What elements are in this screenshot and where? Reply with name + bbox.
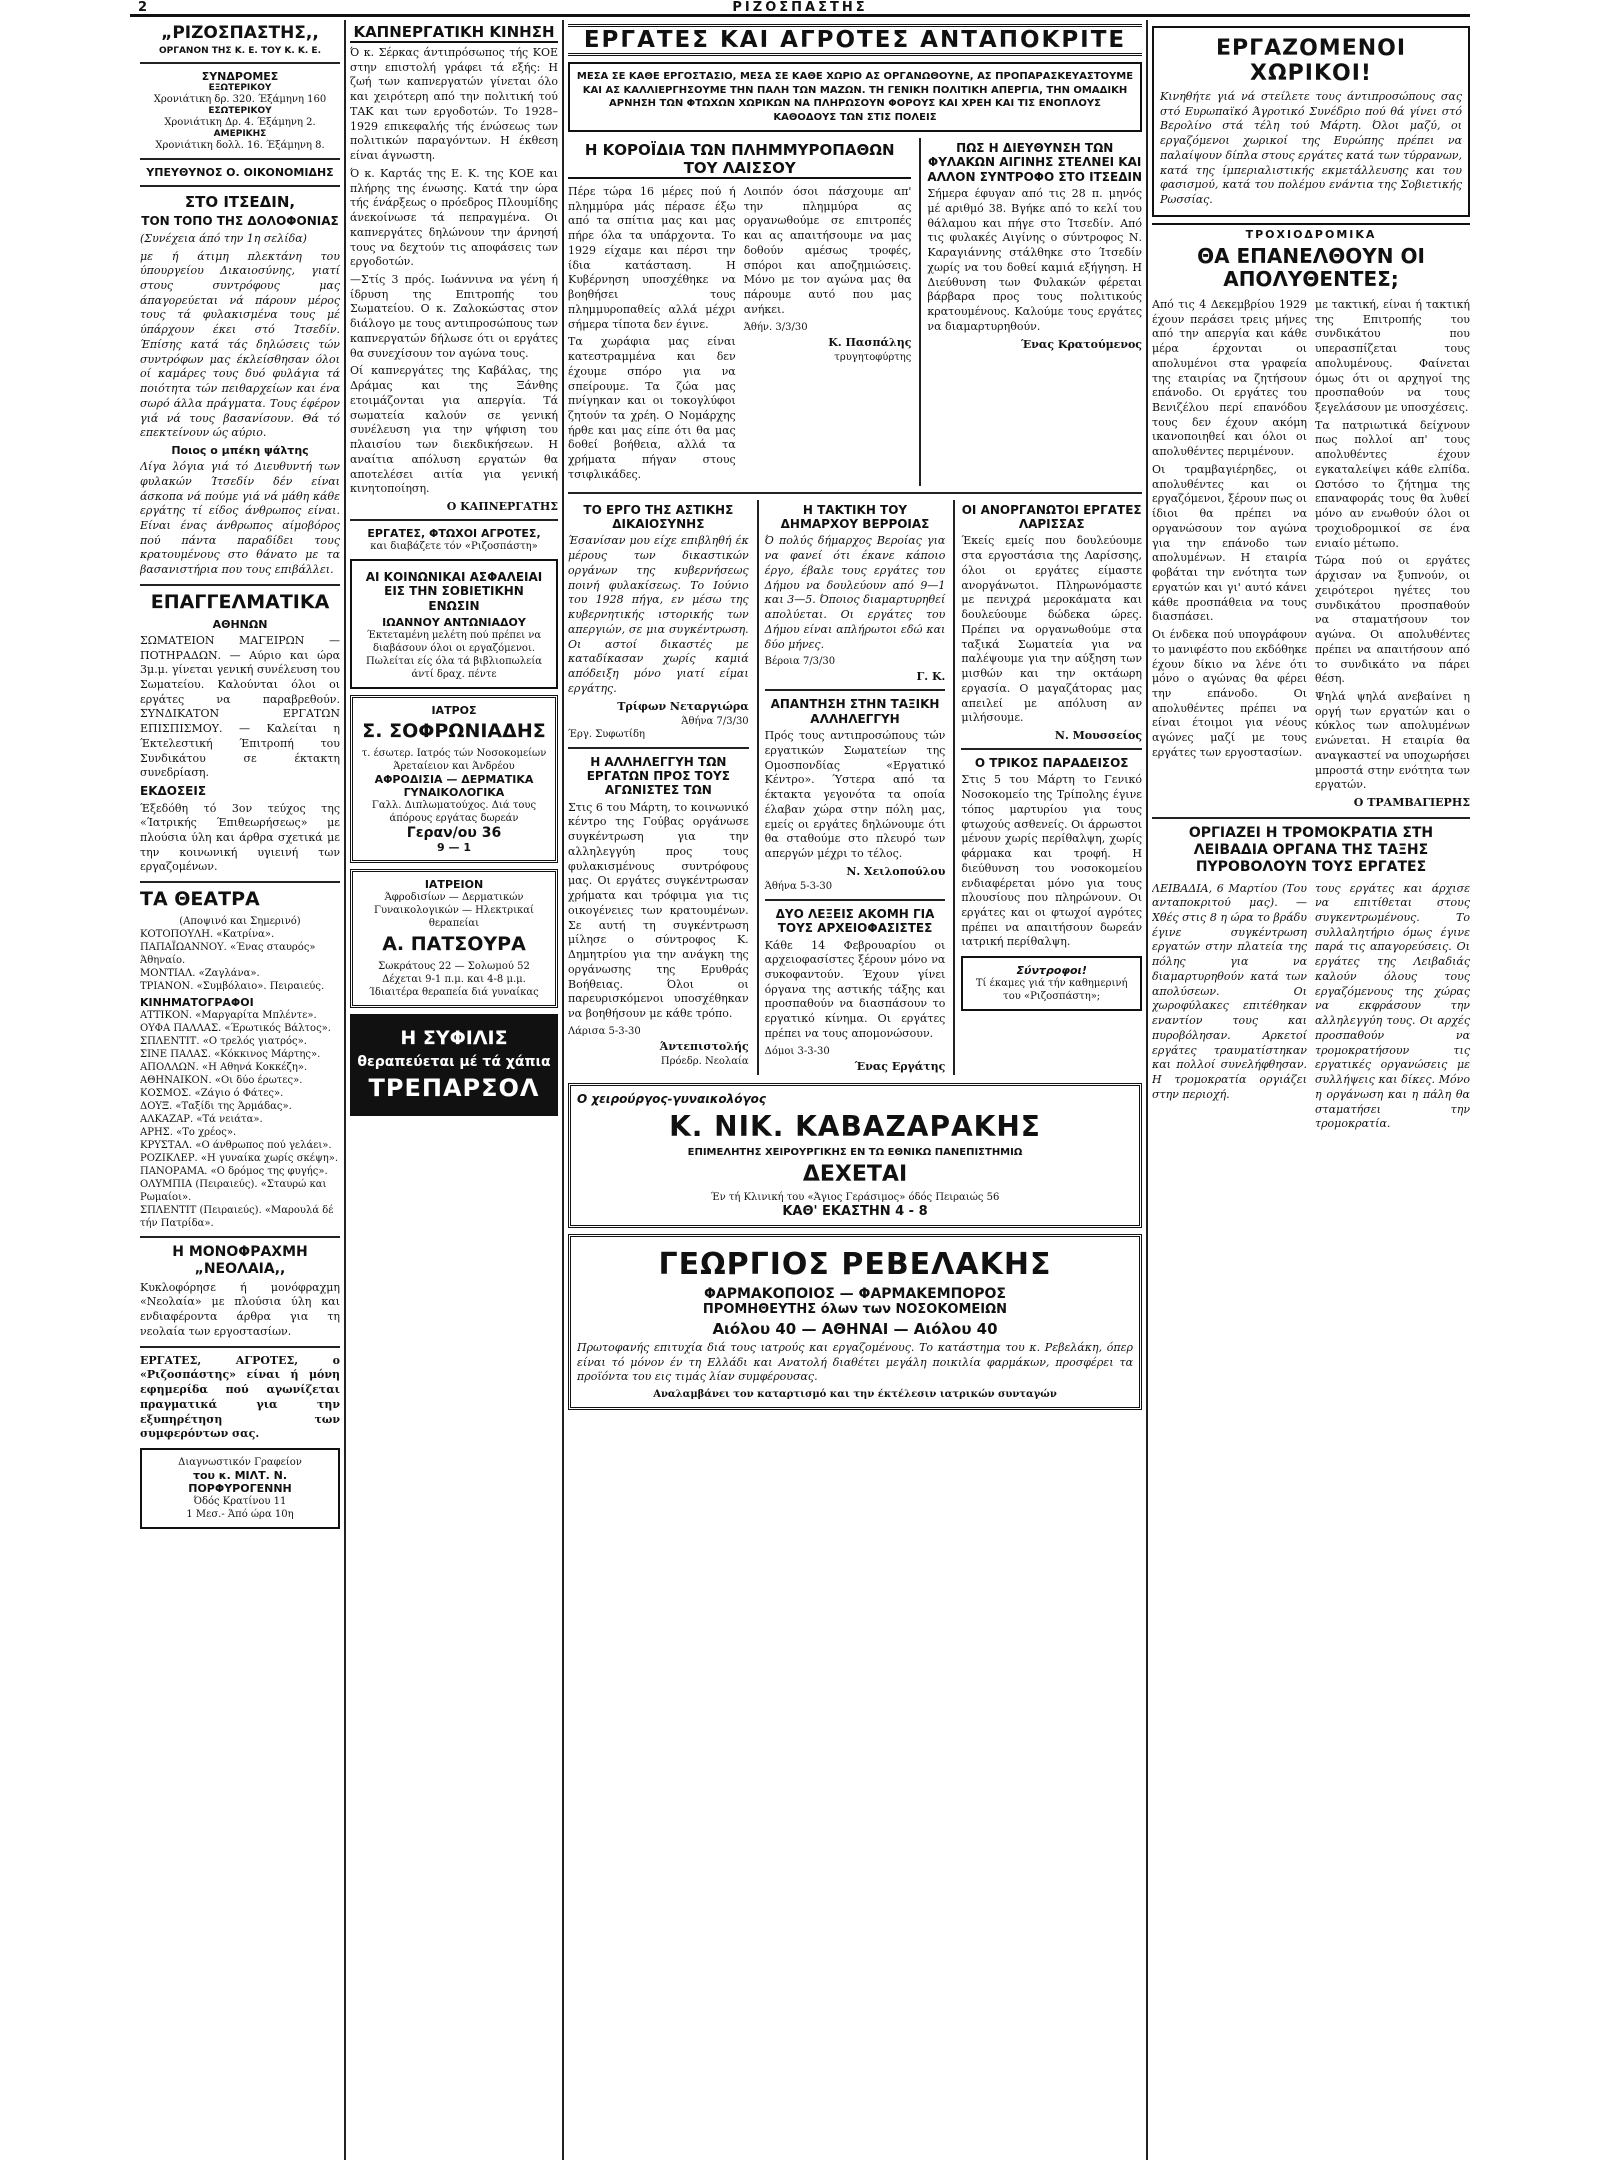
theatres-lead: (Αποψινό και Σημερινό) <box>179 916 301 928</box>
ad-k-clinic: Έν τή Κλινική του «Άγιος Γεράσιμος» όδός Πειραιώς 56 <box>710 1191 1000 1203</box>
art8-title: ΔΥΟ ΛΕΞΕΙΣ ΑΚΟΜΗ ΓΙΑ ΤΟΥΣ ΑΡΧΕΙΟΦΑΣΙΣΤΕΣ <box>775 906 935 936</box>
izedin-subhead: Ποιος ο μπέκη ψάλτης <box>171 444 309 458</box>
art3-date: Άθήνα 7/3/30 <box>681 715 749 727</box>
art5-body: Πρός τους αντιπροσώπους τών εργατικών Σωματείων της Ομοσπονδίας «Εργατικό Κέντρο». Ύστερα από τα έκτακτα γεγονότα τα οποία έλαβαν χώρα στην πόλη μας, εμείς οι εργάτες δηλώνουμε ότι θα σταθούμε στο πλευρό των απεργών μέχρι το τέλος. <box>764 729 946 860</box>
art5-title: ΑΠΑΝΤΗΣΗ ΣΤΗΝ ΤΑΞΙΚΗ ΑΛΛΗΛΕΓΓΥΗ <box>770 697 940 726</box>
art7-signature: Άντεπιστολής <box>659 1039 749 1053</box>
ad1-name: Σ. ΣΟΦΡΩΝΙΑΔΗΣ <box>362 720 546 743</box>
art1-para-3: Λοιπόν όσοι πάσχουμε απ' την πλημμύρα ας οργανωθούμε σε επιτροπές και ας απαιτήσουμε να μας δοθούν αμέσως τροφές, σπόροι και αποζημιώσεις. Μόνο με τον αγώνα μας θα πάρουμε αυτό που μας ανήκει. <box>743 185 912 316</box>
livadia-title: ΟΡΓΙΑΖΕΙ Η ΤΡΟΜΟΚΡΑΤΙΑ ΣΤΗ ΛΕΙΒΑΔΙΑ ΟΡΓΑΝΑ ΤΗΣ ΤΑΞΗΣ ΠΥΡΟΒΟΛΟΥΝ ΤΟΥΣ ΕΡΓΑΤΕΣ <box>1188 825 1434 875</box>
ad2-hours: Δέχεται 9-1 π.μ. και 4-8 μ.μ. <box>382 973 526 985</box>
list-item: ΑΛΚΑΖΑΡ. «Τά νειάτα». <box>140 1114 263 1126</box>
ad-kavazarakis <box>568 1083 1142 1228</box>
subscriptions-title: ΣΥΝΔΡΟΜΕΣ <box>201 70 279 84</box>
list-item: ΣΠΛΕΝΤΙΤ. «Ο τρελός γιατρός». <box>140 1036 307 1048</box>
ad2-name: Α. ΠΑΤΣΟΥΡΑ <box>382 933 526 956</box>
ad1-address: Γεραν/ου 36 <box>406 825 502 842</box>
art1-col-a <box>568 182 736 486</box>
subscriptions-am-title: ΑΜΕΡΙΚΗΣ <box>213 129 267 140</box>
list-item: ΚΟΤΟΠΟΥΛΗ. «Κατρίνα». <box>140 929 275 941</box>
ad-office-name: του κ. ΜΙΛΤ. Ν. ΠΟΡΦΥΡΟΓΕΝΝΗ <box>188 1468 292 1495</box>
ad-patsoura <box>350 869 558 1008</box>
ad2-address: Σωκράτους 22 — Σολωμού 52 <box>378 960 530 972</box>
divider <box>140 158 340 160</box>
column-rule <box>562 20 564 2160</box>
art8-body: Κάθε 14 Φεβρουαρίου οι αρχειοφασίστες ξέρουν μόνο να συκοφαντούν. Έχουν γίνει όργανα της αστικής τάξης και προσπαθούν να διασπάσουν το εργατικό κίνημα. Οι εργάτες πρέπει να τους απομονώσουν. <box>764 938 946 1040</box>
syph-line-3: ΤΡΕΠΑΡΣΟΛ <box>368 1073 540 1102</box>
ad2-title: ΙΑΤΡΕΙΟΝ <box>424 878 484 892</box>
correspondents-banner: ΕΡΓΑΤΕΣ ΚΑΙ ΑΓΡΟΤΕΣ ΑΝΤΑΠΟΚΡΙΤΕ <box>568 24 1142 56</box>
organ-line: ΟΡΓΑΝΟΝ ΤΗΣ Κ. Ε. ΤΟΥ Κ. Κ. Ε. <box>158 46 322 57</box>
column-2 <box>350 20 558 2160</box>
list-item: ΠΑΠΑΪΩΑΝΝΟΥ. «Ένας σταυρός» Άθηναίο. <box>140 942 316 967</box>
center-block <box>568 20 1142 2160</box>
art1-title: Η ΚΟΡΟΪΔΙΑ ΤΩΝ ΠΛΗΜΜΥΡΟΠΑΘΩΝ ΤΟΥ ΛΑΙΣΣΟΥ <box>568 141 911 179</box>
center-col-b <box>757 500 946 1075</box>
art1-col-b <box>744 182 912 486</box>
list-item: ΚΟΣΜΟΣ. «Ζάγιο ό Φάτες». <box>140 1088 284 1100</box>
publications-title: ΕΚΔΟΣΕΙΣ <box>140 784 207 799</box>
divider <box>961 748 1142 750</box>
list-item: ΡΟΖΙΚΛΕΡ. «Η γυναίκα χωρίς σκέψη». <box>140 1153 339 1165</box>
list-item: ΣΠΛΕΝΤΙΤ (Πειραιεύς). «Μαρουλά δέ τήν Πατρίδα». <box>140 1205 334 1230</box>
article-flood <box>568 138 911 486</box>
art7-date: Λάρισα 5-3-30 <box>568 1025 641 1037</box>
appeal-text: ΕΡΓΑΤΕΣ, ΑΓΡΟΤΕΣ, ο «Ριζοσπάστης» είναι ή μόνη εφημερίδα πού αγωνίζεται πραγματικά για την εξυπηρέτηση των συμφερόντων σας. <box>140 1353 340 1441</box>
art4-body: Ό πολύς δήμαρχος Βεροίας για να φανεί ότι έκανε κάποιο έργο, έβαλε τους εργάτες του Δήμου να δουλεύουν από 9—1 και 3—5. Όποιος διαμαρτυρηθεί απολύεται. Οι εργάτες του Δήμου είναι απλήρωτοι εδώ και δύο μήνες. <box>764 534 946 651</box>
theatres-title: ΤΑ ΘΕΑΤΡΑ <box>140 888 260 911</box>
column-right <box>1152 20 1470 2160</box>
article-aegina <box>919 138 1142 486</box>
ad-r-address: Αιόλου 40 — ΑΘΗΝΑΙ — Αιόλου 40 <box>712 1319 998 1338</box>
art3-signature: Τρίφων Νεταργιώρα <box>617 699 749 713</box>
book-author: ΙΩΑΝΝΟΥ ΑΝΤΩΝΙΑΔΟΥ <box>382 616 526 630</box>
ad-k-accepts: ΔΕΧΕΤΑΙ <box>802 1161 908 1187</box>
izedin-body-2: Λίγα λόγια γιά τό Διευθυντή των φυλακών Ίτσεδίν δέν είναι άσκοπα νά πούμε γιά νά μάθη κάθε εργάτης τί είδος άνθρωπος είναι. Είναι ένας άνθρωπος αίμοβόρος πού πάντα παραδίδει τους κρατουμένους στο θάνατο με τα βασανιστήρια που τους επιβάλλει. <box>140 460 340 577</box>
ad-k-hours: ΚΑΘ' ΕΚΑΣΤΗΝ 4 - 8 <box>782 1203 928 1219</box>
column-rule <box>1146 20 1148 2160</box>
divider <box>568 747 749 749</box>
list-item: ΑΤΤΙΚΟΝ. «Μαργαρίτα Μπλέντε». <box>140 1010 317 1022</box>
art1-signature: Κ. Πασπάλης <box>828 335 912 349</box>
list-item: ΣΙΝΕ ΠΑΛΑΣ. «Κόκκινος Μάρτης». <box>140 1049 321 1061</box>
art5-signature: Ν. Χειλοπούλου <box>846 864 946 878</box>
ad1-body: τ. έσωτερ. Ιατρός τών Νοσοκομείων Άρεταίειον και Άνδρέου <box>361 748 547 773</box>
syph-line-1: Η ΣΥΦΙΛΙΣ <box>400 1026 508 1049</box>
izedin-body: με ή άτιμη πλεκτάνη του ύπουργείου Δικαιοσύνης, γιατί στους συντρόφους μας άπαγορεύεται νά πάρουν μέρος τους τά φυλακισμένα τους μέ ύπάρχουν έκει στό Ίτσεδίν. Έπίσης κατά τάς δηλώσεις τών συντρόφων μας έκλείσθησαν όλοι οί καμάρες τους δυό φυλάγια τά ποιότητα τών πειθαρχείων και ένα σωρό άλλα πράγματα. Τους έφέρον γιά νά τους βασανίσουν. Θά τό επεκτείνουν ώς αύριο. <box>140 249 340 440</box>
comrades-note <box>961 956 1142 1011</box>
art6-body: Έκείς εμείς που δουλεύουμε στα εργοστάσια της Λαρίσσης, όλοι οι εργάτες είμαστε ανοργάνωτοι. Πληρωνόμαστε με πενιχρά μεροκάματα και δουλεύουμε δώδεκα ώρες. Πρέπει να οργανωθούμε στα ταξικά Σωματεία για να παλέψουμε για την αύξηση των μισθών και την οκτάωρη εργασία. Ο μαγαζάτορας μας απειλεί με απόλυση αν μιλήσουμε. <box>961 534 1142 725</box>
jobs-body: ΣΩΜΑΤΕΙΟΝ ΜΑΓΕΙΡΩΝ — ΠΟΤΗΡΑΔΩΝ. — Αύριο και ώρα 3μ.μ. γίνεται γενική συνέλευση του Σωματείου. Καλούνται όλοι οι εργάτες να παραβρεθούν. ΣΥΝΔΙΚΑΤΟΝ ΕΡΓΑΤΩΝ ΕΠΙΣΠΙΣΜΟΥ. — Καλείται η Έκτελεστική Έπιτροπή του Συνδικάτου σε έκτακτη συνεδρίαση. <box>140 633 340 780</box>
ad1-info: Γαλλ. Διπλωματούχος. Διά τους άπόρους εργάτας δωρεάν <box>371 800 537 825</box>
divider <box>1152 817 1470 819</box>
tram-col-a <box>1152 295 1307 811</box>
notice-line-2: και διαβάζετε τόν «Ριζοσπάστη» <box>370 541 538 553</box>
subscriptions-int: Χρονιάτικη Δρ. 4. Έξάμηνη 2. <box>164 117 316 129</box>
tobacco-body-4: Οί καπνεργάτες της Καβάλας, της Δράμας και της Ξάνθης ετοιμάζονται για απεργία. Τά σωματεία καλούν σε γενική συνέλευση για την ψήφιση του πλαισίου των διεκδικήσεων. Η αναίτια απόλυση εργατών θα αποτελέσει αιτία για γενική κινητοποίηση. <box>350 364 558 496</box>
masthead: ΡΙΖΟΣΠΑΣΤΗΣ <box>732 0 868 15</box>
list-item: ΔΟΥΞ. «Ταξίδι της Άρμάδας». <box>140 1101 292 1113</box>
art7-body: Στις 6 του Μάρτη, το κοινωνικό κέντρο της Γούβας οργάνωσε συγκέντρωση για την αλληλεγγύη προς τους φυλακισμένους συντρόφους μας. Οι εργάτες συγκέντρωσαν χρήματα και τρόφιμα για τις οικογένειες των κρατουμένων. Σε αυτή τη συγκέντρωση μίλησε ο σύντροφος Κ. Δημητρίου για την ανάγκη της οργάνωσης της Ερυθράς Βοήθειας. Όλοι οι παρευρισκόμενοι υποσχέθηκαν να βοηθήσουν με κάθε τρόπο. <box>568 800 749 1020</box>
ad-office-label: Διαγνωστικόν Γραφείον <box>178 1456 302 1468</box>
tram-col-b <box>1315 295 1470 811</box>
center-row-1 <box>568 138 1142 486</box>
ad1-hours: 9 — 1 <box>437 841 471 855</box>
ad-r-name: ΓΕΩΡΓΙΟΣ ΡΕΒΕΛΑΚΗΣ <box>658 1246 1052 1282</box>
villagers-box <box>1152 26 1470 217</box>
art9-body: Στις 5 του Μάρτη το Γενικό Νοσοκομείο της Τρίπολης έγινε τόπος μαρτυρίου για τους φτωχούς ασθενείς. Οι άρρωστοι μένουν χωρίς περίθαλψη, χωρίς φάρμακα και τροφή. Η διεύθυνση του νοσοκομείου ενδιαφέρεται μόνο για τους πλουσίους που πληρώνουν. Οι εργάτες και οι φτωχοί αγρότες πρέπει να απαιτήσουν δωρεάν ιατρική περίθαλψη. <box>961 773 1142 949</box>
ad-r-sub2: ΠΡΟΜΗΘΕΥΤΗΣ όλων των ΝΟΣΟΚΟΜΕΙΩΝ <box>702 1301 1008 1317</box>
neolaia-body: Κυκλοφόρησε ή μονόφραχμη «Νεολαία» με πλούσια ύλη και ενδιαφέροντα άρθρα για τη νεολαία των εργοστασίων. <box>140 1280 340 1338</box>
art2-body: Σήμερα έφυγαν από τις 28 π. μηνός μέ αριθμό 38. Βγήκε από το κελί του θάλαμου και πήγε στο Ίτσεδίν. Από τις φυλακές Αιγίνης ο σύντροφος Ν. Καραγιάννης στάλθηκε στο Ίτσεδίν χωρίς να του δοθεί καμιά εξήγηση. Η Διεύθυνση των Φυλακών φέρεται βάρβαρα προς τους πολιτικούς κρατουμένους. Καλούμε τους εργάτες να διαμαρτυρηθούν. <box>927 187 1142 333</box>
izedin-subtitle: ΤΟΝ ΤΟΠΟ ΤΗΣ ΔΟΛΟΦΟΝΙΑΣ <box>141 214 339 229</box>
list-item: ΜΟΝΤΙΑΛ. «Ζαγλάνα». <box>140 968 260 980</box>
art3-title: ΤΟ ΕΡΓΟ ΤΗΣ ΑΣΤΙΚΗΣ ΔΙΚΑΙΟΣΥΝΗΣ <box>583 502 734 532</box>
center-col-c <box>953 500 1142 1075</box>
ad-sofroniadis <box>350 695 558 863</box>
livadia-body-a: ΛΕΙΒΑΔΙΑ, 6 Μαρτίου (Του ανταποκριτού μας). — Χθές στις 8 η ώρα το βράδυ έγινε συγκέντρωση εργατών στην πλατεία της πόλης για να διαμαρτυρηθούν κατά των απολύσεων. Οι χωροφύλακες επιτέθηκαν εναντίον τους και πυροβόλησαν. Αρκετοί εργάτες τραυματίστηκαν και πολλοί συνελήφθησαν. Η τρομοκρατία οργιάζει στην περιοχή. <box>1152 881 1307 1101</box>
tram-columns <box>1152 295 1470 811</box>
livadia-body-b: τους εργάτες και άρχισε να επιτίθεται στους συγκεντρωμένους. Το συλλαλητήριο όμως έγινε παρά τις απαγορεύσεις. Οι εργάτες της Λειβαδιάς καλούν όλους τους εργαζόμενους της χώρας να εκφράσουν την αλληλεγγύη τους. Οι αρχές προσπαθούν να τρομοκρατήσουν τις εργατικές οργανώσεις με συλλήψεις και δίκες. Μόνο η οργάνωση και η πάλη θα σταματήσει την τρομοκρατία. <box>1315 881 1470 1131</box>
subscriptions-ext-title: ΕΞΩΤΕΡΙΚΟΥ <box>208 83 272 94</box>
cinema-list <box>140 1009 340 1230</box>
nameplate: „ΡΙΖΟΣΠΑΣΤΗΣ,, <box>161 23 319 43</box>
art7-title: Η ΑΛΛΗΛΕΓΓΥΗ ΤΩΝ ΕΡΓΑΤΩΝ ΠΡΟΣ ΤΟΥΣ ΑΓΩΝΙΣΤΕΣ ΤΩΝ <box>586 754 730 798</box>
divider <box>140 62 340 64</box>
art8-signature: Ένας Εργάτης <box>854 1059 946 1073</box>
tram-b-3: Τώρα πού οι εργάτες άρχισαν να ξυπνούν, οι χειρότεροι ηγέτες του συνδικάτου προσπαθούν να σταματήσουν τον αγώνα. Οι απολυθέντες πρέπει να απαιτήσουν από το συνδικάτο να πάρει θέση. <box>1315 554 1470 686</box>
ad-office-address: Όδός Κρατίνου 11 <box>193 1495 287 1507</box>
theatre-list <box>140 928 340 993</box>
divider <box>568 492 1142 494</box>
tram-a-3: Οι ένδεκα πού υπογράφουν το μανιφέστο που εκδόθηκε έχουν δίκιο να λένε ότι μόνο ο αγώνας θα φέρει την επάνοδο. Οι απολυθέντες πρέπει να είναι έτοιμοι για νέους αγώνες μαζί με τους εργάτες των εργοστασίων. <box>1152 628 1307 759</box>
ad-revelakis <box>568 1234 1142 1410</box>
villagers-body: Κινηθήτε γιά νά στείλετε τους άντιπροσώπους σας στό Ευρωπαϊκό Άγροτικό Συνέδριο πού θά γίνει στό Βερολίνο στά τέλη τού Μάρτη. Όλοι μαζύ, οι εργαζόμενοι χωρικοί της Ευρώπης πρέπει να παλαίψουν δίπλα στους εργάτες κατά των τύρρανων, κατά της ίμπεριαλιστικής εκμετάλλευσης και του φασισμού, κατά του πολέμου ενάντια της Σοβιετικής Ρωσσίας. <box>1160 90 1462 207</box>
villagers-banner: ΕΡΓΑΖΟΜΕΝΟΙ ΧΩΡΙΚΟΙ! <box>1215 36 1407 86</box>
divider <box>140 1236 340 1238</box>
syph-line-2: θεραπεύεται μέ τά χάπια <box>357 1053 551 1070</box>
list-item: ΟΛΥΜΠΙΑ (Πειραιεύς). «Σταυρώ και Ρωμαίοι». <box>140 1179 327 1204</box>
divider <box>765 899 946 901</box>
ad-r-note: Αναλαμβάνει τον καταρτισμό και την έκτέλεσιν ιατρικών συνταγών <box>653 1389 1057 1401</box>
ad-k-head: Ο χειρούργος-γυναικολόγος <box>577 1091 767 1106</box>
ad2-note: Ίδιαιτέρα θεραπεία διά γυναίκας <box>369 986 539 998</box>
art1-para-2: Τα χωράφια μας είναι κατεστραμμένα και δεν έχουμε σπόρο για να σπείρουμε. Τα ζώα μας πνίγηκαν και οι τοκογλύφοι ζητούν τα χρέη. Ο Νομάρχης ήρθε και μας είπε ότι θα μας δοθεί βοήθεια, αλλά τα χρήματα πήγαν στους τσιφλικάδες. <box>568 335 736 481</box>
divider <box>140 185 340 187</box>
list-item: ΠΑΝΟΡΑΜΑ. «Ο δρόμος της φυγής». <box>140 1166 328 1178</box>
tram-a-1: Από τις 4 Δεκεμβρίου 1929 έχουν περάσει τρεις μήνες από την απεργία και κάθε μέρα έρχονται οι απολυμένοι στα γραφεία της εταιρίας να ζητήσουν επάνοδο. Οι εργάτες του Βενιζέλου περί επανόδου τους δεν έχουν ακόμη ικανοποιηθεί και όλοι οι απολυθέντες περιμένουν. <box>1152 297 1307 459</box>
center-row-2 <box>568 500 1142 1075</box>
tram-a-2: Οι τραμβαγιέρηδες, οι απολυθέντες και οι εργαζόμενοι, ξέρουν πως οι ίδιοι θα πρέπει να οργανώσουν τον αγώνα για την επάνοδο των απολυμένων. Η εταιρία φοβάται την ενότητα των εργατών και γι' αυτό κάνει κάθε προσπάθεια να τους διασπάσει. <box>1152 462 1307 624</box>
publications-body: Έξεδόθη τό 3ον τεύχος της «Ίατρικής Έπιθεωρήσεως» με πλούσια ύλη και άρθρα σχετικά με την κοινωνική υγιεινή των εργαζομένων. <box>140 801 340 874</box>
subscriptions-int-title: ΕΣΩΤΕΡΙΚΟΥ <box>208 106 272 117</box>
ad2-body: Άφροδισίων — Δερματικών Γυναικολογικών — Ηλεκτρικαί θεραπείαι <box>374 892 534 930</box>
ad-r-sub: ΦΑΡΜΑΚΟΠΟΙΟΣ — ΦΑΡΜΑΚΕΜΠΟΡΟΣ <box>703 1285 1006 1302</box>
izedin-title: ΣΤΟ ΙΤΣΕΔΙΝ, <box>184 193 296 212</box>
center-col-a <box>568 500 749 1075</box>
art1-columns <box>568 182 911 486</box>
tobacco-body-2: Ό κ. Καρτάς της Ε. Κ. της ΚΟΕ και πλήρης της ένωσης. Κατά την ώρα τής ένάρξεως ο πρόεδρος Πλουμίδης άνεκοίνωσε τά πεπραγμένα. Οι καπνεργάτες δηλώνουν την άρνησή τους να δεχτούν τις αποφάσεις των εργοδοτών. <box>350 166 558 269</box>
livadia-columns <box>1152 879 1470 1135</box>
art1-signature-2: τρυγητοφύρτης <box>834 351 912 363</box>
divider <box>140 584 340 586</box>
neolaia-title: Η ΜΟΝΟΦΡΑΧΜΗ „ΝΕΟΛΑΙΑ,, <box>172 1244 308 1277</box>
art3-signature-2: Έργ. Συφωτίδη <box>568 728 645 740</box>
art4-signature: Γ. Κ. <box>916 670 946 684</box>
cinemas-title: ΚΙΝΗΜΑΤΟΓΡΑΦΟΙ <box>140 996 254 1010</box>
art4-title: Η ΤΑΚΤΙΚΗ ΤΟΥ ΔΗΜΑΡΧΟΥ ΒΕΡΡΟΙΑΣ <box>780 502 930 532</box>
art5-date: Άθήνα 5-3-30 <box>764 880 833 892</box>
ad-syphilis <box>350 1014 558 1116</box>
art9-title: Ο ΤΡΙΚΟΣ ΠΑΡΑΔΕΙΣΟΣ <box>974 756 1129 771</box>
subscriptions-ext: Χρονιάτικη δρ. 320. Έξάμηνη 160 <box>153 94 327 106</box>
art1-para-1: Πέρε τώρα 16 μέρες πού ή πλημμύρα μάς πέρασε έξω από τα σπίτια μας και μας πήρε όλα τα υπάρχοντα. Το 1929 είχαμε και πέρσι την ίδια κατάσταση. Η Κυβέρνηση υποσχέθηκε να βοηθήσει τους πλημμυροπαθείς αλλά μέχρι σήμερα τίποτα δεν έγινε. <box>568 185 736 331</box>
tram-header: ΤΡΟΧΙΟΔΡΟΜΙΚΑ <box>1152 223 1470 241</box>
ad-k-name: Κ. ΝΙΚ. ΚΑΒΑΖΑΡΑΚΗΣ <box>669 1109 1041 1143</box>
tobacco-body-3: —Στίς 3 πρός. Ιωάννινα να γένη ή ίδρυση της Επιτροπής του Σωματείου. Ο κ. Ζαλοκώστας στον διάλογο με τους αντιπροσώπους των καπνεργατών δήλωσε ότι οι εργάτες θα συνεχίσουν τον αγώνα τους. <box>350 273 558 360</box>
jobs-subtitle: ΑΘΗΝΩΝ <box>212 617 268 631</box>
divider <box>765 689 946 691</box>
list-item: ΑΠΟΛΛΩΝ. «Η Αθηνά Κοκκέζη». <box>140 1062 308 1074</box>
list-item: ΑΘΗΝΑΙΚΟΝ. «Οι δύο έρωτες». <box>140 1075 303 1087</box>
divider <box>350 519 558 521</box>
notice-line-1: ΕΡΓΑΤΕΣ, ΦΤΩΧΟΙ ΑΓΡΟΤΕΣ, <box>367 527 541 541</box>
slogan-box: ΜΕΣΑ ΣΕ ΚΑΘΕ ΕΡΓΟΣΤΑΣΙΟ, ΜΕΣΑ ΣΕ ΚΑΘΕ ΧΩΡΙΟ ΑΣ ΟΡΓΑΝΩΘΟΥΝΕ, ΑΣ ΠΡΟΠΑΡΑΣΚΕΥΑΣΤΟΥΜΕ ΚΑΙ ΑΣ ΚΑΛΛΙΕΡΓΗΣΟΥΜΕ ΤΗΝ ΠΑΛΗ ΤΩΝ ΜΑΖΩΝ. ΤΗ ΓΕΝΙΚΗ ΠΟΛΙΤΙΚΗ ΑΠΕΡΓΙΑ, ΤΗΝ ΟΜΑΔΙΚΗ ΑΡΝΗΣΗ ΤΩΝ ΦΤΩΧΩΝ ΧΩΡΙΚΩΝ ΝΑ ΠΛΗΡΩΣΟΥΝ ΦΟΡΟΥΣ ΚΑΙ ΧΡΕΗ ΚΑΙ ΤΙΣ ΕΝΟΠΛΟΥΣ ΚΑΘΟΔΟΥΣ ΤΩΝ ΣΤΙΣ ΠΟΛΕΙΣ <box>568 62 1142 132</box>
art6-title: ΟΙ ΑΝΟΡΓΑΝΩΤΟΙ ΕΡΓΑΤΕΣ ΛΑΡΙΣΣΑΣ <box>961 502 1142 532</box>
column-rule <box>344 20 346 2160</box>
ad-office-hours: 1 Μεσ.- Άπό ώρα 10η <box>186 1508 294 1520</box>
livadia-col-a <box>1152 879 1307 1135</box>
tobacco-title: ΚΑΠΝΕΡΓΑΤΙΚΗ ΚΙΝΗΣΗ <box>350 23 558 43</box>
list-item: ΟΥΦΑ ΠΑΛΛΑΣ. «Έρωτικός Βάλτος». <box>140 1023 331 1035</box>
ad1-title: ΙΑΤΡΟΣ <box>431 704 477 718</box>
list-item: ΤΡΙΑΝΟΝ. «Συμβόλαιο». Πειραιεύς. <box>140 981 325 993</box>
jobs-title: ΕΠΑΓΓΕΛΜΑΤΙΚΑ <box>150 590 330 613</box>
tram-b-4: Ψηλά ψηλά ανεβαίνει η οργή των εργατών και ο κύκλος των απολυμένων ενώνεται. Η εταιρία θα αναγκαστεί να υποχωρήσει μπροστά στην ενότητα των εργατών. <box>1315 689 1470 792</box>
book-body: Έκτεταμένη μελέτη πού πρέπει να διαβάσουν όλοι οι εργαζόμενοι. Πωλείται είς όλα τά βιβλιοπωλεία άντί δραχ. πέντε <box>365 630 542 681</box>
tram-title: ΘΑ ΕΠΑΝΕΛΘΟΥΝ ΟΙ ΑΠΟΛΥΘΕΝΤΕΣ; <box>1197 243 1425 291</box>
ad1-specialty: ΑΦΡΟΔΙΣΙΑ — ΔΕΡΜΑΤΙΚΑ ΓΥΝΑΙΚΟΛΟΓΙΚΑ <box>374 773 534 800</box>
list-item: ΚΡΥΣΤΑΛ. «Ο άνθρωπος πού γελάει». <box>140 1140 332 1152</box>
art4-date: Βέροια 7/3/30 <box>764 656 836 668</box>
art1-date: Άθήν. 3/3/30 <box>743 321 808 333</box>
editor-line: ΥΠΕΥΘΥΝΟΣ Ο. ΟΙΚΟΝΟΜΙΔΗΣ <box>146 166 334 180</box>
tobacco-body-1: Ό κ. Σέρκας άντιπρόσωπος τής ΚΟΕ στην επιστολή γράφει τά εξής: Η ζωή των καπνεργατών γίνεται όλο και χειρότερη από την πολιτική τού ΤΑΚ και των εργοδοτών. Το 1928–1929 επικεφαλής τής ένώσεως των πολιτικών παραγόντων. Η έκθεση είναι άγνωστη. <box>350 46 558 163</box>
art7-signature-2: Πρόεδρ. Νεολαία <box>660 1055 749 1067</box>
divider <box>140 881 340 883</box>
tram-b-2: Τα πατριωτικά δείχνουν πως πολλοί απ' τους απολυθέντες έχουν εγκαταλείψει κάθε ελπίδα. Ωστόσο το ζήτημα της επαναφοράς τους θα λυθεί μόνο αν ενωθούν όλοι οι τροχιοδρομικοί σε ένα ενιαίο μέτωπο. <box>1315 418 1470 550</box>
ad-diagnostic-office <box>140 1448 340 1529</box>
ad-r-body: Πρωτοφανής επιτυχία διά τους ιατρούς και εργαζομένους. Το κατάστημα του κ. Ρεβελάκη, όπερ είναι τό μόνον έν τη Ελλάδι και Ανατολή διαθέτει μεγάλη ποικιλία φαρμάκων, προσφέρει τα προϊόντα του εις τιμάς λίαν συμφέρουσας. <box>577 1340 1133 1384</box>
art2-title: ΠΩΣ Η ΔΙΕΥΘΥΝΣΗ ΤΩΝ ΦΥΛΑΚΩΝ ΑΙΓΙΝΗΣ ΣΤΕΛΝΕΙ ΚΑΙ ΑΛΛΟΝ ΣΥΝΤΡΟΦΟ ΣΤΟ ΙΤΣΕΔΙΝ <box>927 141 1142 184</box>
tobacco-signature: Ο ΚΑΠΝΕΡΓΑΤΗΣ <box>446 500 558 514</box>
subscriptions-am: Χρονιάτικη δολλ. 16. Έξάμηνη 8. <box>155 140 325 152</box>
tram-signature: Ο ΤΡΑΜΒΑΓΙΕΡΗΣ <box>1353 796 1470 810</box>
note-title: Σύντροφοι! <box>1016 964 1087 978</box>
book-title: ΑΙ ΚΟΙΝΩΝΙΚΑΙ ΑΣΦΑΛΕΙΑΙ ΕΙΣ ΤΗΝ ΣΟΒΙΕΤΙΚΗΝ ΕΝΩΣΙΝ <box>365 570 543 613</box>
art8-date: Δόμοι 3-3-30 <box>764 1045 830 1057</box>
livadia-col-b <box>1315 879 1470 1135</box>
art2-signature: Ένας Κρατούμενος <box>1020 337 1142 351</box>
art3-body: Έσανίσαν μου είχε επιβληθή έκ μέρους των δικαστικών οργάνων της κυβερνήσεως ποινή φυλακίσεως. Το Ιούνιο του 1928 πήγα, εν μέσω της κυβερνητικής ιστορικής των απεργιών, σε μια συγκέντρωση. Οι αστοί δικαστές με καταδίκασαν χωρίς καμιά απόδειξη μόνο γιατί είμαι εργάτης. <box>568 534 749 695</box>
book-ad <box>350 559 558 689</box>
page-number: 2 <box>138 0 148 15</box>
list-item: ΑΡΗΣ. «Το χρέος». <box>140 1127 237 1139</box>
tram-b-1: με τακτική, είναι ή τακτική της Επιτροπής του συνδικάτου που υπερασπίζεται τους απολυμένους. Φαίνεται όμως ότι οι αρχηγοί της προσπαθούν να τους ξεγελάσουν με υποσχέσεις. <box>1315 297 1470 415</box>
ad-k-sub: ΕΠΙΜΕΛΗΤΗΣ ΧΕΙΡΟΥΡΓΙΚΗΣ ΕΝ ΤΩ ΕΘΝΙΚΩ ΠΑΝΕΠΙΣΤΗΜΙΩ <box>687 1146 1023 1158</box>
note-body: Τί έκαμες γιά τήν καθημερινή του «Ριζοσπάστη»; <box>975 978 1128 1003</box>
divider <box>140 1346 340 1348</box>
izedin-lead: (Συνέχεια άπό την 1η σελίδα) <box>140 231 307 245</box>
column-1 <box>140 20 340 2160</box>
art6-signature: Ν. Μουσσείος <box>1054 729 1142 743</box>
